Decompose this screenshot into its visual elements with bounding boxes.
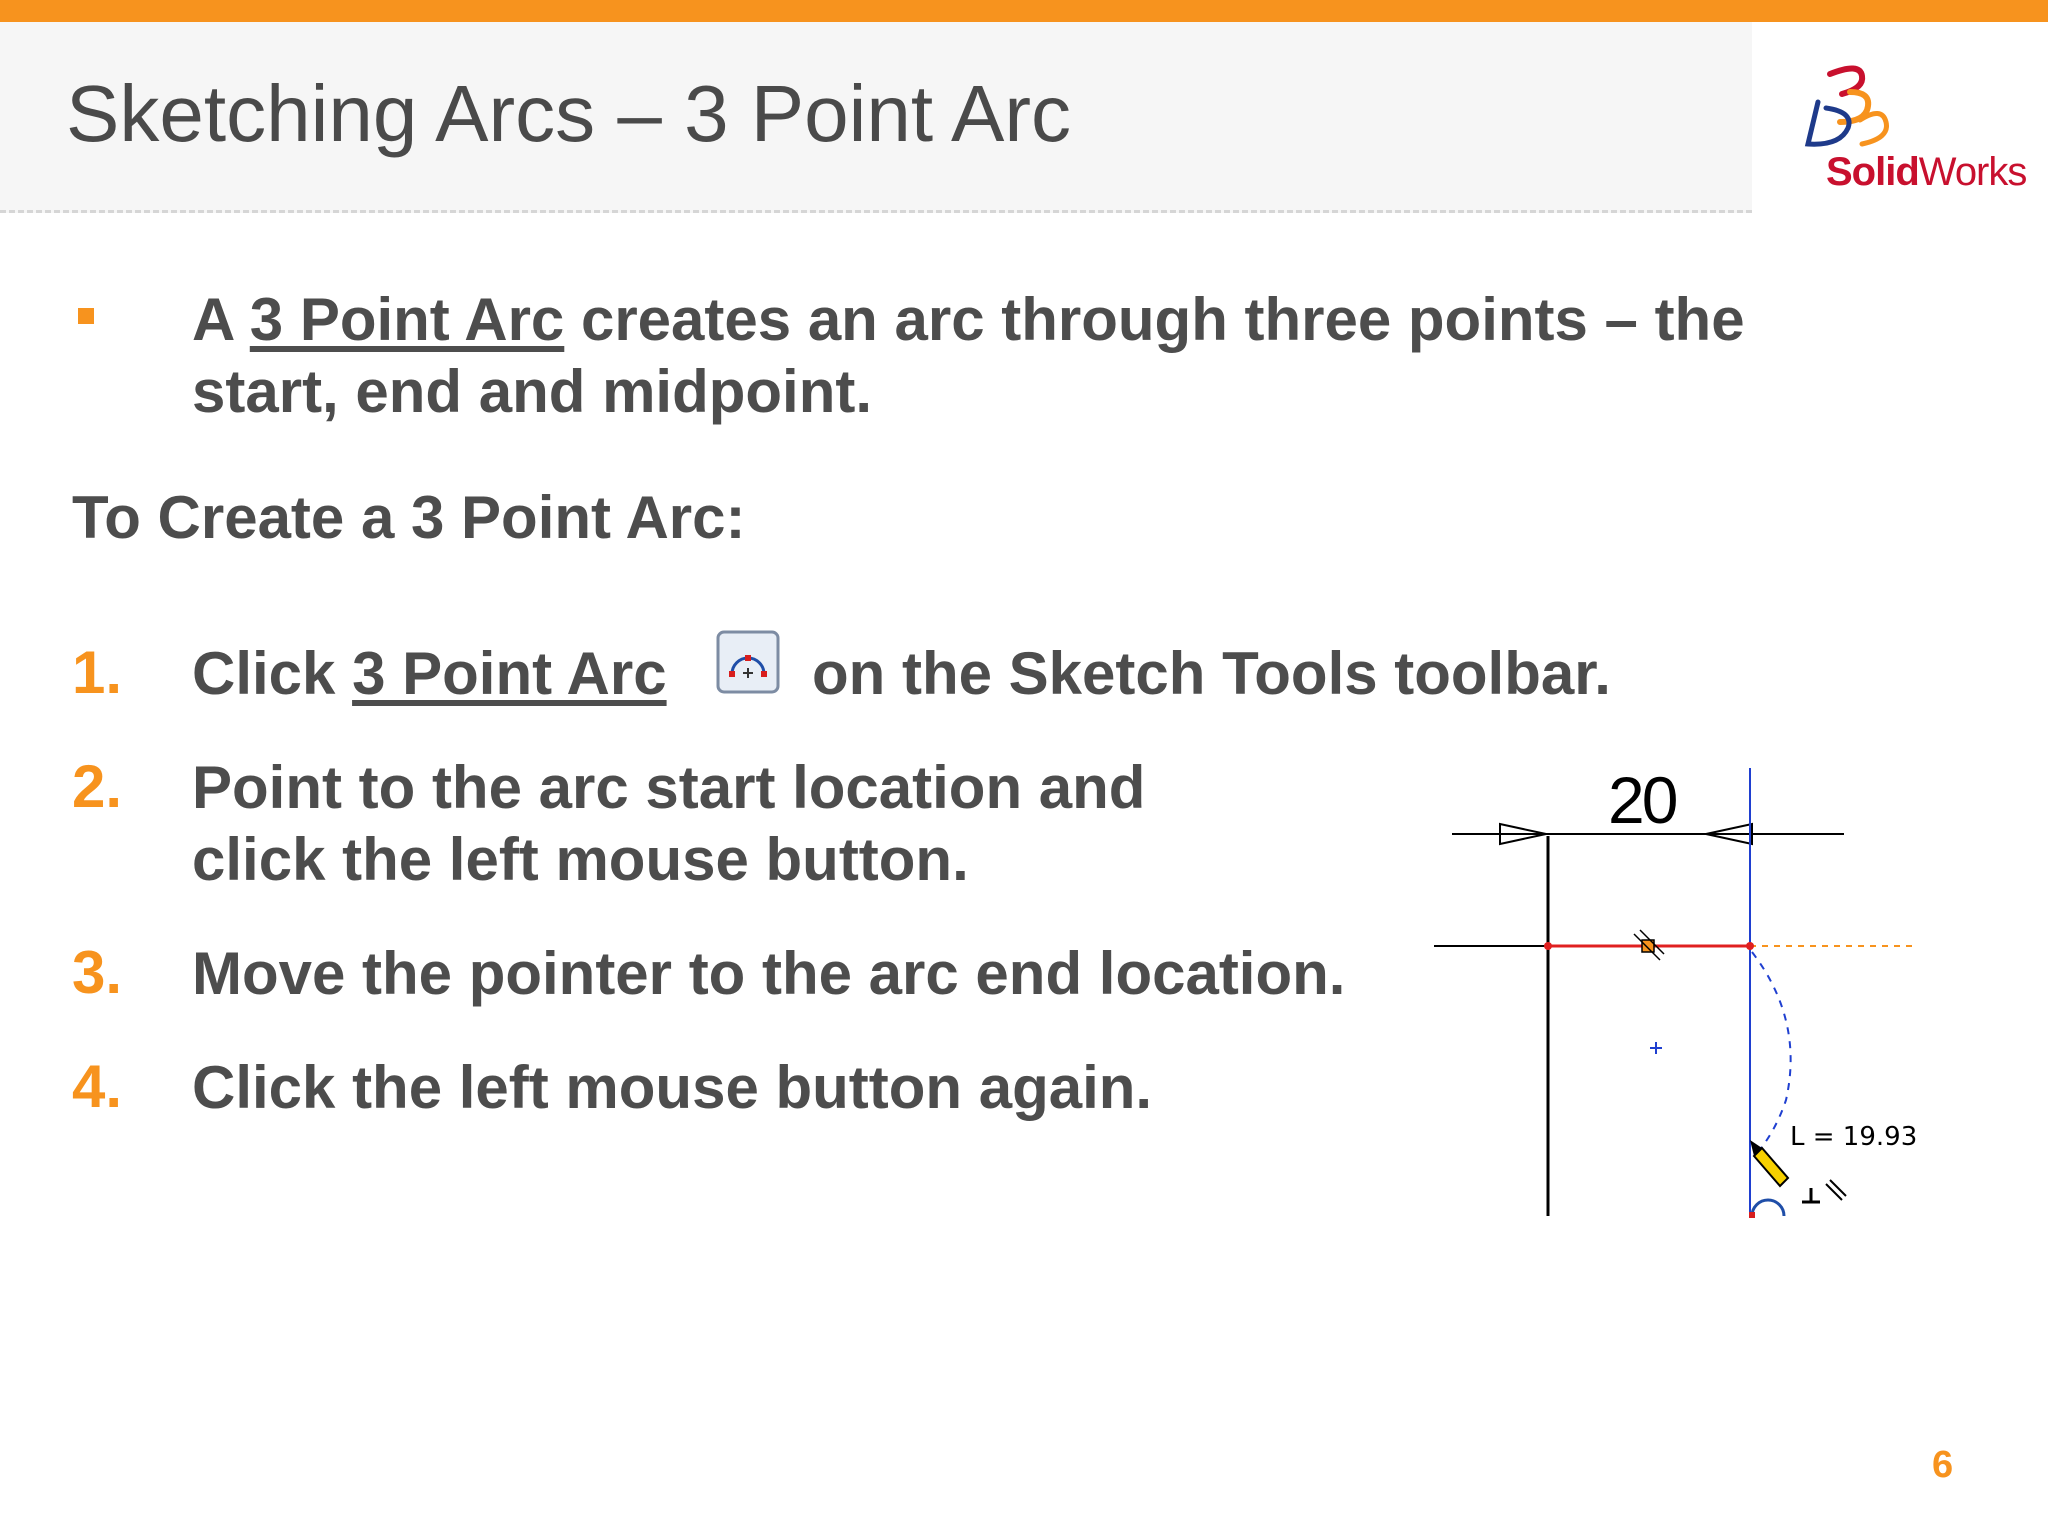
dimension-value: 20 — [1608, 763, 1676, 837]
3-point-arc-tool-icon — [716, 630, 780, 694]
intro-line1: creates an arc through three points – the — [564, 286, 1745, 353]
page-number: 6 — [1932, 1444, 1954, 1486]
length-readout: L = 19.93 — [1790, 1122, 1918, 1152]
step-3-text: Move the pointer to the arc end location. — [192, 940, 1346, 1007]
step-1-suffix: on the Sketch Tools toolbar. — [812, 640, 1611, 707]
intro-paragraph — [192, 284, 1892, 428]
top-accent-bar — [0, 0, 2048, 22]
subheading: To Create a 3 Point Arc: — [72, 484, 746, 551]
step-1-number: 1. — [72, 639, 123, 706]
step-2-line2: click the left mouse button. — [192, 826, 969, 893]
step-1-text — [192, 638, 667, 710]
arc-preview — [1752, 952, 1791, 1152]
slide-title: Sketching Arcs – 3 Point Arc — [66, 69, 1071, 158]
step-2-text — [192, 752, 1145, 896]
step-1-term: 3 Point Arc — [352, 640, 667, 707]
pencil-cursor-icon — [1749, 1140, 1788, 1218]
intro-prefix: A — [192, 286, 250, 353]
arc-center-mark — [1650, 1042, 1662, 1054]
intro-line2: start, end and midpoint. — [192, 358, 873, 425]
perpendicular-relation-icon — [1802, 1180, 1846, 1202]
start-point — [1544, 942, 1552, 950]
step-1-prefix: Click — [192, 640, 353, 707]
step-2-number: 2. — [72, 753, 123, 820]
end-point — [1746, 942, 1754, 950]
intro-term-link: 3 Point Arc — [249, 286, 565, 353]
solidworks-logo — [1790, 62, 2027, 212]
step-2-line1: Point to the arc start location and — [192, 754, 1146, 821]
step-4-number: 4. — [72, 1053, 123, 1120]
step-4-text: Click the left mouse button again. — [192, 1054, 1153, 1121]
logo-text: SolidWorks — [1826, 150, 2027, 194]
ds-logo-icon — [1790, 62, 1910, 152]
step-3-number: 3. — [72, 939, 123, 1006]
bullet-square-icon — [78, 308, 94, 324]
